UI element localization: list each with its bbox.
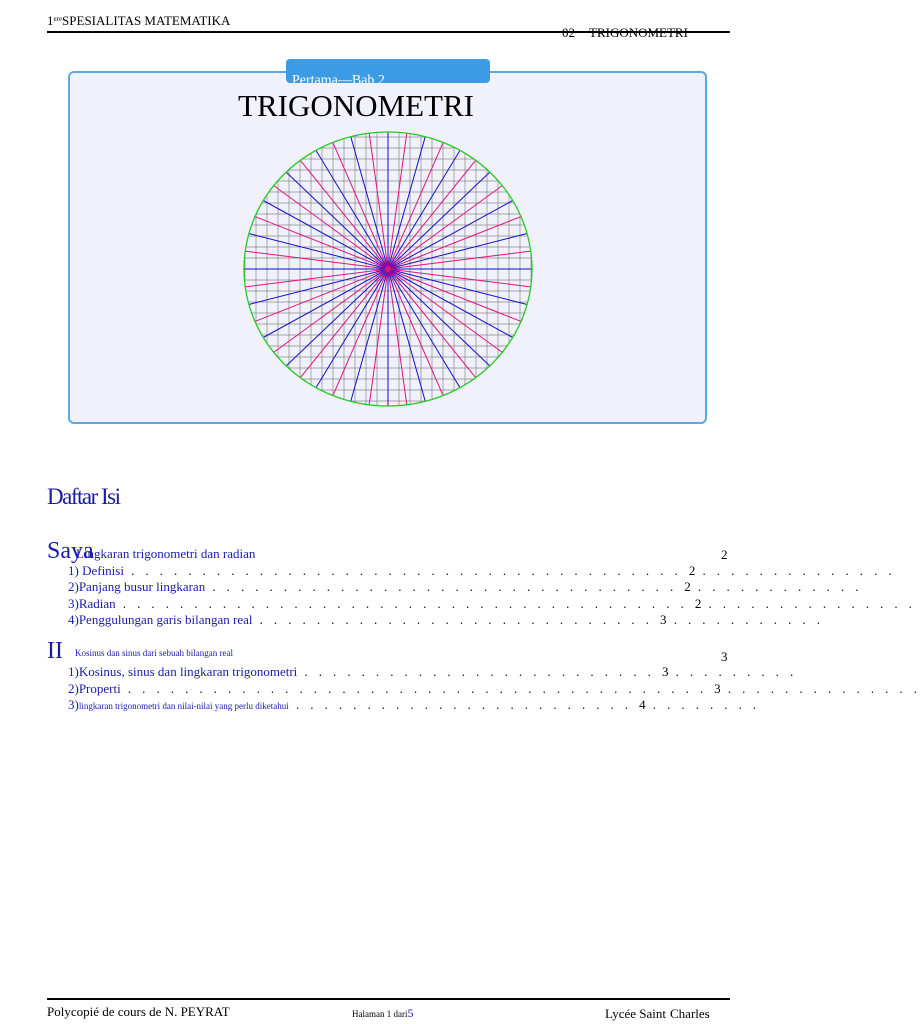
circle-ray xyxy=(388,269,490,366)
header-course-name: SPESIALITAS MATEMATIKA xyxy=(62,13,231,28)
chapter-title: TRIGONOMETRI xyxy=(238,88,474,123)
toc-entry-page: 2 xyxy=(694,596,702,611)
toc-entry-label[interactable]: 4)Penggulungan garis bilangan real xyxy=(68,612,253,627)
chapter-tab-label: Pertama—Bab 2 xyxy=(292,73,385,88)
toc-entry-page: 3 xyxy=(714,681,721,696)
toc-entry-2-3[interactable]: 3)lingkaran trigonometri dan nilai-nilai yang perlu diketahui . . . . . . . . . . . . . . . . . . . . . . . . 4 . . . . . . . . xyxy=(68,697,761,712)
circle-ray xyxy=(249,269,388,304)
toc-entry-2-2[interactable]: 2)Properti . . . . . . . . . . . . . . . . . . . . . . . . . . . . . . . . . . . . . . . . . 3 . . . . . . . . . . . . . . xyxy=(68,681,921,696)
circle-ray xyxy=(286,172,388,269)
footer-page-total: 5 xyxy=(407,1006,414,1020)
header-course xyxy=(47,13,230,29)
circle-ray xyxy=(263,269,388,338)
toc-entry-label[interactable]: 2)Properti xyxy=(68,681,121,696)
toc-section-2-number[interactable]: II xyxy=(47,638,63,664)
toc-section-2-page: 3 xyxy=(721,649,728,664)
toc-entry-1-4[interactable]: 4)Penggulungan garis bilangan real . . . . . . . . . . . . . . . . . . . . . . . . . . . . 3 . . . . . . . . . . . xyxy=(68,612,824,627)
footer-author: Polycopié de cours de N. PEYRAT xyxy=(47,1004,230,1019)
footer-school xyxy=(605,1006,710,1022)
toc-section-1-title[interactable]: Lingkaran trigonometri dan radian xyxy=(76,546,256,561)
header-level-sup: ere xyxy=(53,15,63,23)
footer-rule xyxy=(47,998,730,1000)
toc-entry-page: 3 xyxy=(661,664,669,679)
toc-entry-label[interactable]: 2)Panjang busur lingkaran xyxy=(68,579,206,594)
circle-ray xyxy=(388,201,513,270)
circle-ray xyxy=(388,172,490,269)
toc-entry-1-3[interactable]: 3)Radian . . . . . . . . . . . . . . . . . . . . . . . . . . . . . . . . . . . . . . . . 2 . . . . . . . . . . . . . . . xyxy=(68,596,916,611)
toc-section-2-title[interactable]: Kosinus dan sinus dari sebuah bilangan real xyxy=(75,648,233,658)
toc-entry-label[interactable]: 1)Kosinus, sinus dan lingkaran trigonometri xyxy=(68,664,298,679)
toc-entry-2-1[interactable]: 1)Kosinus, sinus dan lingkaran trigonometri . . . . . . . . . . . . . . . . . . . . . . . . . 3 . . . . . . . . . xyxy=(68,664,798,679)
footer-school-first: Lycée Saint xyxy=(605,1006,667,1021)
toc-section-1-number[interactable]: Saya xyxy=(47,538,94,564)
toc-heading: Daftar Isi xyxy=(47,484,120,509)
footer-page-prefix: Halaman 1 dari xyxy=(352,1009,408,1019)
toc-entry-page: 3 xyxy=(660,612,667,627)
toc-entry-label[interactable]: 3)Radian xyxy=(68,596,116,611)
header-rule xyxy=(47,31,730,33)
toc-section-1-page: 2 xyxy=(721,547,728,562)
trigonometric-circle-illustration xyxy=(240,128,536,410)
toc-entry-label[interactable]: lingkaran trigonometri dan nilai-nilai yang perlu diketahui xyxy=(78,701,289,711)
circle-ray xyxy=(286,269,388,366)
circle-ray xyxy=(388,269,513,338)
toc-entry-page: 2 xyxy=(684,579,691,594)
circle-center xyxy=(385,266,391,272)
toc-entry-label-prefix[interactable]: 3) xyxy=(68,697,79,712)
toc-entry-label[interactable]: 1) Definisi xyxy=(68,563,124,578)
footer-school-last: Charles xyxy=(670,1006,710,1021)
footer-page-counter xyxy=(352,1006,413,1021)
header-chapter xyxy=(562,25,688,41)
circle-ray xyxy=(263,201,388,270)
toc-entry-1-1[interactable]: 1) Definisi . . . . . . . . . . . . . . . . . . . . . . . . . . . . . . . . . . . . . . . 2 . . . . . . . . . . . . . . xyxy=(68,563,896,578)
circle-ray xyxy=(388,234,527,269)
chapter-tab xyxy=(286,59,490,88)
header-level-number: 1 xyxy=(47,13,54,28)
toc-entry-1-2[interactable]: 2)Panjang busur lingkaran . . . . . . . . . . . . . . . . . . . . . . . . . . . . . . . . . 2 . . . . . . . . . . . . xyxy=(68,579,863,594)
circle-ray xyxy=(388,269,527,304)
circle-ray xyxy=(249,234,388,269)
toc-entry-page: 4 xyxy=(639,697,646,712)
toc-entry-page: 2 xyxy=(688,563,696,578)
